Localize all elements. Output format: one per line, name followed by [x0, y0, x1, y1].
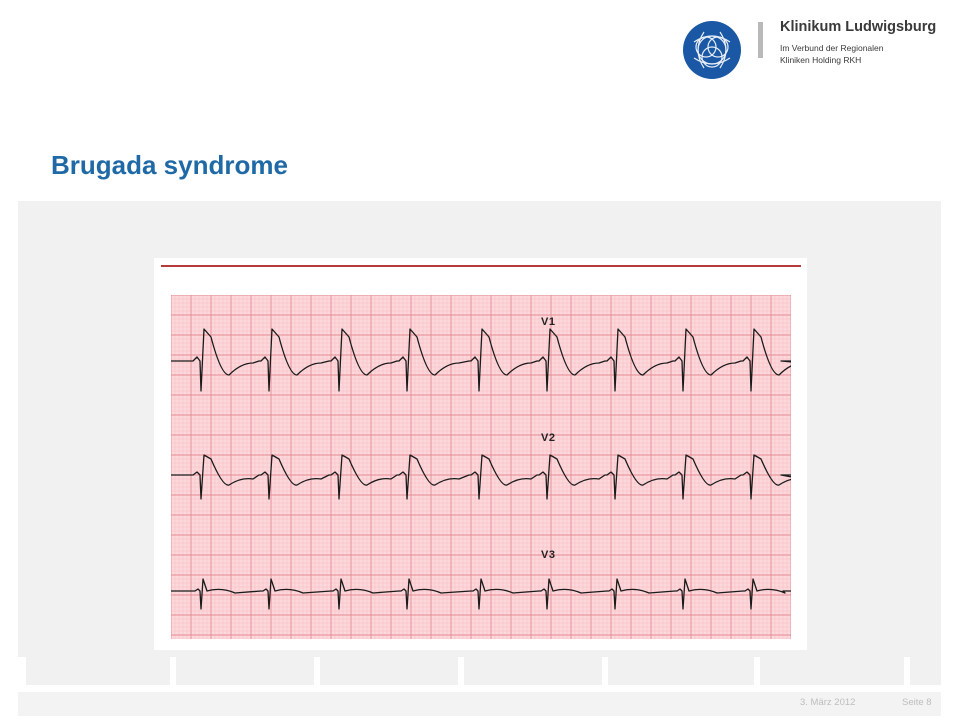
footer-segment: [608, 657, 754, 685]
footer-page-number: Seite 8: [902, 697, 932, 708]
lead-label-v3: V3: [541, 549, 556, 561]
logo-divider: [758, 22, 763, 58]
footer-segment-strip: [18, 657, 941, 685]
klinikum-emblem-icon: [682, 20, 742, 80]
footer-segment: [464, 657, 602, 685]
logo-title: Klinikum Ludwigsburg: [780, 19, 937, 35]
lead-label-v1: V1: [541, 316, 556, 328]
footer-segment: [910, 657, 941, 685]
footer-date: 3. März 2012: [800, 697, 856, 708]
logo-subtitle-line2: Kliniken Holding RKH: [780, 55, 862, 65]
slide-title: Brugada syndrome: [51, 150, 288, 180]
lead-label-v2: V2: [541, 432, 556, 444]
footer-segment: [760, 657, 904, 685]
footer-segment: [26, 657, 170, 685]
ecg-strip: [171, 295, 791, 639]
hospital-logo: [678, 14, 936, 80]
logo-subtitle: [780, 42, 884, 66]
logo-subtitle-line1: Im Verbund der Regionalen: [780, 43, 884, 53]
ecg-image: [154, 258, 807, 650]
footer-segment: [176, 657, 314, 685]
ecg-header-rule: [161, 265, 801, 267]
footer-segment: [320, 657, 458, 685]
